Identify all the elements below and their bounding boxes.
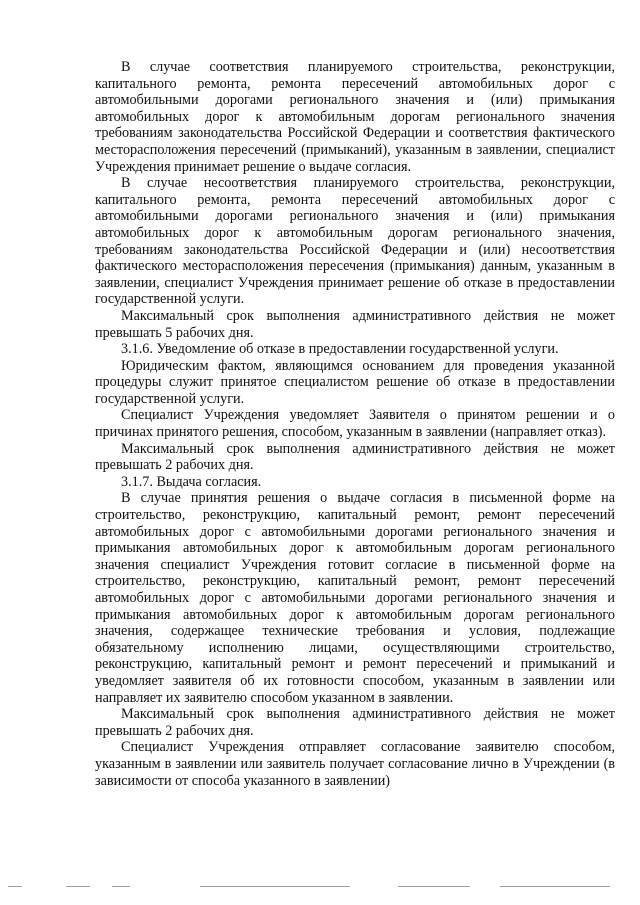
paragraph-notify-applicant: Специалист Учреждения уведомляет Заявителя о принятом решении и о причинах принятого решения, способом, указанным в заявлении (направляет отказ).	[95, 407, 615, 441]
document-page	[95, 59, 615, 789]
paragraph-decision-approve: В случае соответствия планируемого строительства, реконструкции, капитального ремонта, ремонта пересечений автомобильных дорог с автомобильными дорогами регионального значения и (или) примыкания автомобильных дорог к автомобильным дорогам регионального значения требованиям законодательства Российской Федерации и соответствия фактического месторасположения пересечений (примыканий), указанным в заявлении, специалист Учреждения принимает решение о выдаче согласия.	[95, 59, 615, 175]
paragraph-decision-refuse: В случае несоответствия планируемого строительства, реконструкции, капитального ремонта, ремонта пересечений автомобильных дорог с автомобильными дорогами регионального значения и (или) примыкания автомобильных дорог к автомобильным дорогам регионального значения, требованиям законодательства Российской Федерации и (или) несоответствия фактического месторасположения пересечения (примыкания) данным, указанным в заявлении, специалист Учреждения принимает решение об отказе в предоставлении государственной услуги.	[95, 175, 615, 308]
paragraph-legal-fact: Юридическим фактом, являющимся основанием для проведения указанной процедуры служит принятое специалистом решение об отказе в предоставлении государственной услуги.	[95, 357, 615, 407]
section-heading-3-1-6: 3.1.6. Уведомление об отказе в предоставлении государственной услуги.	[121, 341, 559, 358]
paragraph-deadline-5-days: Максимальный срок выполнения административного действия не может превышать 5 рабочих дня.	[95, 307, 615, 341]
paragraph-issue-consent: В случае принятия решения о выдаче согласия в письменной форме на строительство, реконструкцию, капитальный ремонт, ремонт пересечений автомобильных дорог с автомобильными дорогами регионального значения и примыкания автомобильных дорог к автомобильным дорогам регионального значения специалист Учреждения готовит согласие в письменной форме на строительство, реконструкцию, капитальный ремонт, ремонт пересечений автомобильных дорог с автомобильными дорогами регионального значения и примыкания автомобильных дорог к автомобильным дорогам регионального значения, содержащее технические требования и условия, подлежащие обязательному исполнению лицами, осуществляющими строительство, реконструкцию, капитальный ремонт и ремонт пересечений и примыканий и уведомляет заявителя об их готовности способом, указанным в заявлении или направляет их заявителю способом указанном в заявлении.	[95, 490, 615, 706]
paragraph-deadline-2-days: Максимальный срок выполнения административного действия не может превышать 2 рабочих дня.	[95, 440, 615, 474]
paragraph-send-consent: Специалист Учреждения отправляет согласование заявителю способом, указанным в заявлении или заявитель получает согласование лично в Учреждении (в зависимости от способа указанного в заявлении)	[95, 739, 615, 789]
paragraph-deadline-2-days-second: Максимальный срок выполнения административного действия не может превышать 2 рабочих дня.	[95, 706, 615, 739]
scan-edge-artifact	[0, 884, 640, 890]
section-heading-3-1-7: 3.1.7. Выдача согласия.	[121, 473, 262, 490]
